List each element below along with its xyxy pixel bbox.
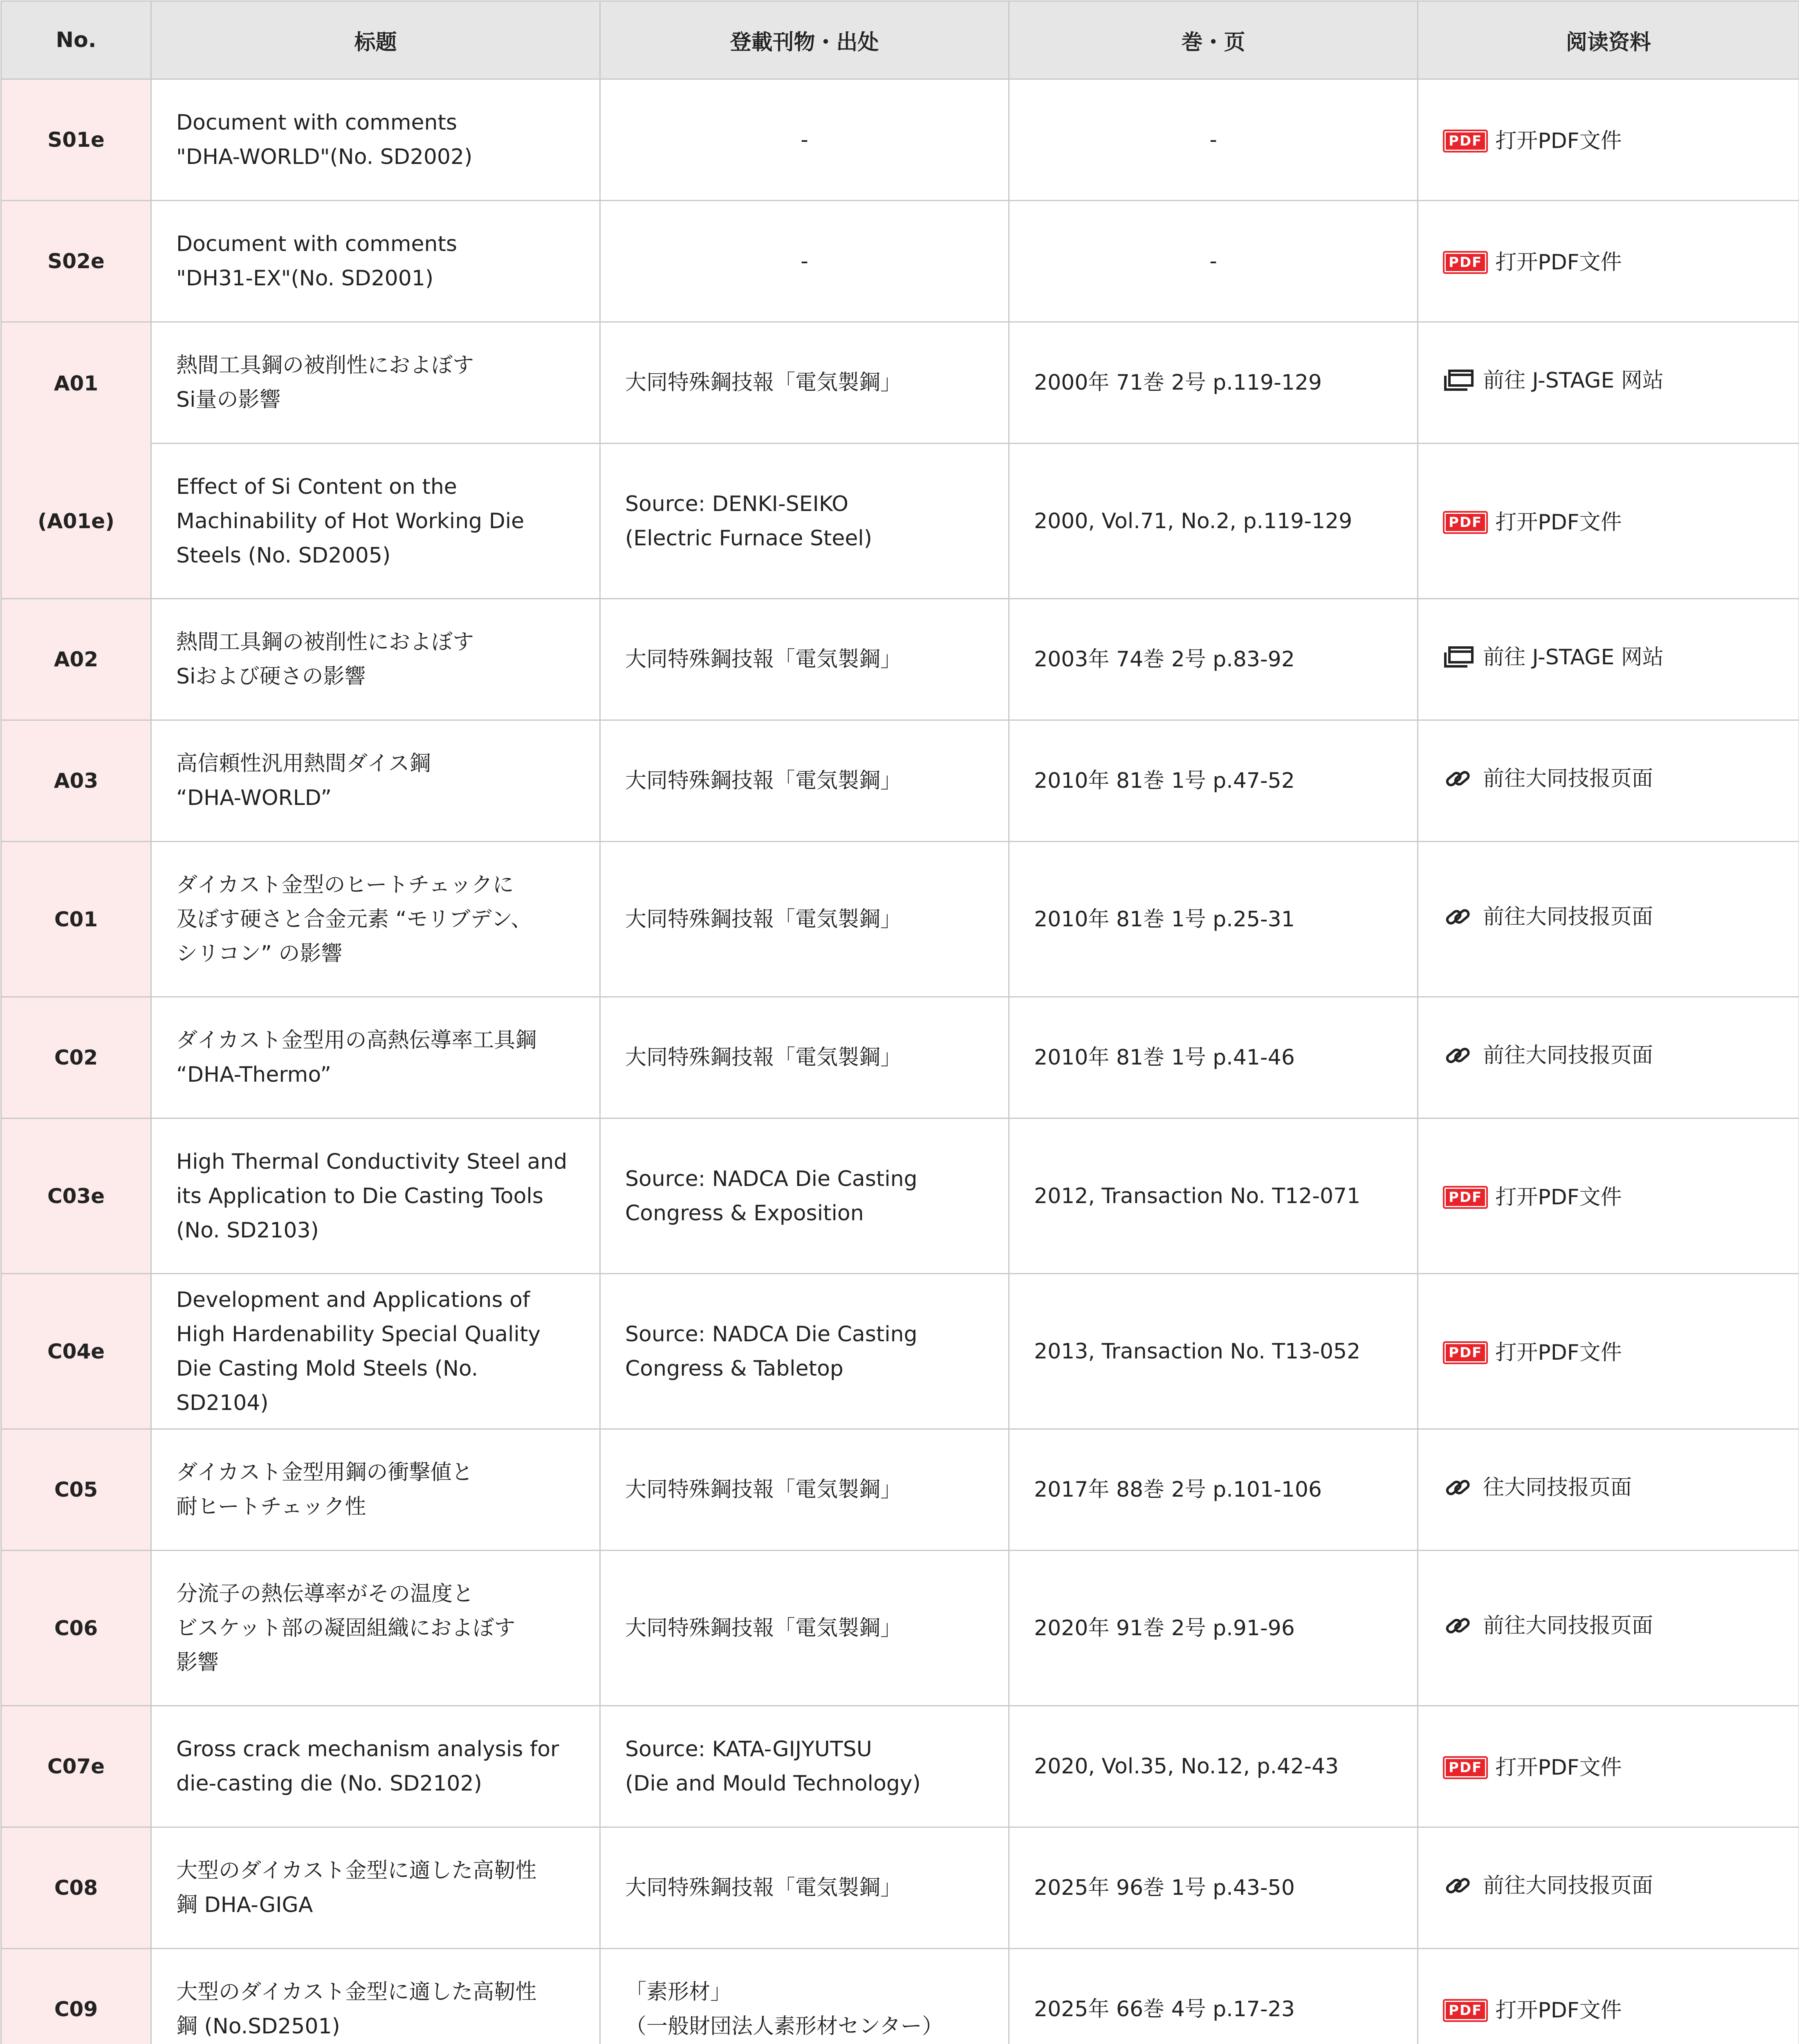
row-number: A03 [1, 720, 151, 842]
row-read-cell [1418, 1429, 1799, 1551]
external-window-icon [1443, 646, 1476, 669]
chain-link-icon [1443, 1044, 1476, 1067]
table-row [1, 1551, 1799, 1706]
pdf-icon: PDF [1443, 1756, 1488, 1779]
read-label: 前往大同技报页面 [1483, 766, 1653, 791]
row-read-cell [1418, 599, 1799, 720]
row-title: 大型のダイカスト金型に適した高靭性 鋼 (No.SD2501) [151, 1949, 600, 2044]
table-row [1, 1274, 1799, 1429]
row-number: C09 [1, 1949, 151, 2044]
row-title: 分流子の熱伝導率がその温度と ビスケット部の凝固組織におよぼす 影響 [151, 1551, 600, 1706]
daido-report-link[interactable] [1443, 1470, 1632, 1505]
row-read-cell [1418, 1706, 1799, 1827]
pdf-icon: PDF [1443, 1186, 1488, 1209]
row-source: 大同特殊鋼技報「電気製鋼」 [600, 997, 1009, 1118]
table-row [1, 201, 1799, 322]
jstage-link[interactable] [1443, 363, 1664, 398]
row-volume: 2010年 81巻 1号 p.41-46 [1009, 997, 1418, 1118]
row-volume: 2010年 81巻 1号 p.25-31 [1009, 842, 1418, 997]
row-source: 大同特殊鋼技報「電気製鋼」 [600, 842, 1009, 997]
row-read-cell [1418, 997, 1799, 1118]
row-volume: - [1009, 201, 1418, 322]
daido-report-link[interactable] [1443, 762, 1653, 796]
open-pdf-link[interactable] [1443, 124, 1622, 158]
read-label: 打开PDF文件 [1495, 1185, 1622, 1210]
row-volume: 2003年 74巻 2号 p.83-92 [1009, 599, 1418, 720]
row-read-cell [1418, 201, 1799, 322]
pdf-icon: PDF [1443, 251, 1488, 274]
chain-link-icon [1443, 1614, 1476, 1637]
row-read-cell [1418, 842, 1799, 997]
row-source: Source: NADCA Die Casting Congress & Exposition [600, 1118, 1009, 1274]
pdf-icon: PDF [1443, 130, 1488, 152]
read-label: 前往 J-STAGE 网站 [1483, 645, 1664, 670]
table-row [1, 322, 1799, 444]
row-read-cell [1418, 1118, 1799, 1274]
header-read: 阅读资料 [1418, 1, 1799, 79]
external-window-icon [1443, 369, 1476, 392]
table-header-row [1, 1, 1799, 79]
read-label: 前往大同技报页面 [1483, 1873, 1653, 1898]
read-label: 打开PDF文件 [1495, 510, 1622, 535]
jstage-link[interactable] [1443, 640, 1664, 675]
row-title: 熱間工具鋼の被削性におよぼす Si量の影響 [151, 322, 600, 444]
row-number: C04e [1, 1274, 151, 1429]
row-title: Gross crack mechanism analysis for die-casting die (No. SD2102) [151, 1706, 600, 1827]
row-number: C02 [1, 997, 151, 1118]
row-source: 大同特殊鋼技報「電気製鋼」 [600, 1429, 1009, 1551]
table-row [1, 1827, 1799, 1949]
row-volume: 2012, Transaction No. T12-071 [1009, 1118, 1418, 1274]
read-label: 打开PDF文件 [1495, 250, 1622, 275]
read-label: 前往大同技报页面 [1483, 1043, 1653, 1068]
row-source: 大同特殊鋼技報「電気製鋼」 [600, 1827, 1009, 1949]
open-pdf-link[interactable] [1443, 1750, 1622, 1785]
row-volume: 2017年 88巻 2号 p.101-106 [1009, 1429, 1418, 1551]
row-source: 大同特殊鋼技報「電気製鋼」 [600, 720, 1009, 842]
table-row [1, 1706, 1799, 1827]
header-no: No. [1, 1, 151, 79]
row-volume: - [1009, 79, 1418, 201]
row-source: Source: NADCA Die Casting Congress & Tabletop [600, 1274, 1009, 1429]
row-volume: 2020年 91巻 2号 p.91-96 [1009, 1551, 1418, 1706]
table-row [1, 1429, 1799, 1551]
pdf-icon: PDF [1443, 1999, 1488, 2022]
chain-link-icon [1443, 767, 1476, 790]
read-label: 打开PDF文件 [1495, 1755, 1622, 1780]
header-source: 登載刊物・出处 [600, 1, 1009, 79]
row-title: ダイカスト金型用の高熱伝導率工具鋼 “DHA-Thermo” [151, 997, 600, 1118]
row-volume: 2000, Vol.71, No.2, p.119-129 [1009, 444, 1418, 599]
row-number: C06 [1, 1551, 151, 1706]
row-read-cell [1418, 1551, 1799, 1706]
row-number: C07e [1, 1706, 151, 1827]
row-title: 熱間工具鋼の被削性におよぼす Siおよび硬さの影響 [151, 599, 600, 720]
table-row [1, 79, 1799, 201]
chain-link-icon [1443, 905, 1476, 928]
header-volume: 巻・页 [1009, 1, 1418, 79]
row-volume: 2000年 71巻 2号 p.119-129 [1009, 322, 1418, 444]
daido-report-link[interactable] [1443, 900, 1653, 934]
read-label: 前往大同技报页面 [1483, 1614, 1653, 1638]
table-row [1, 599, 1799, 720]
row-read-cell [1418, 322, 1799, 444]
row-read-cell [1418, 1949, 1799, 2044]
open-pdf-link[interactable] [1443, 505, 1622, 540]
row-source: 大同特殊鋼技報「電気製鋼」 [600, 1551, 1009, 1706]
row-volume: 2013, Transaction No. T13-052 [1009, 1274, 1418, 1429]
row-number: C05 [1, 1429, 151, 1551]
row-number: S02e [1, 201, 151, 322]
row-read-cell [1418, 1827, 1799, 1949]
pdf-icon: PDF [1443, 511, 1488, 534]
chain-link-icon [1443, 1476, 1476, 1499]
row-source: Source: KATA-GIJYUTSU (Die and Mould Technology) [600, 1706, 1009, 1827]
read-label: 打开PDF文件 [1495, 1998, 1622, 2023]
row-read-cell [1418, 79, 1799, 201]
row-title: 高信頼性汎用熱間ダイス鋼 “DHA-WORLD” [151, 720, 600, 842]
row-source: 大同特殊鋼技報「電気製鋼」 [600, 322, 1009, 444]
read-label: 打开PDF文件 [1495, 129, 1622, 153]
row-number: C03e [1, 1118, 151, 1274]
row-number: C08 [1, 1827, 151, 1949]
row-number-group [1, 322, 151, 599]
daido-report-link[interactable] [1443, 1038, 1653, 1073]
row-volume: 2020, Vol.35, No.12, p.42-43 [1009, 1706, 1418, 1827]
read-label: 前往大同技报页面 [1483, 905, 1653, 929]
row-title: ダイカスト金型用鋼の衝撃値と 耐ヒートチェック性 [151, 1429, 600, 1551]
row-number: A01 [54, 371, 99, 395]
row-number: A02 [1, 599, 151, 720]
row-title: ダイカスト金型のヒートチェックに 及ぼす硬さと合金元素 “モリブデン、 シリコン” の影響 [151, 842, 600, 997]
read-label: 往大同技报页面 [1483, 1475, 1632, 1500]
daido-report-link[interactable] [1443, 1609, 1653, 1643]
row-volume: 2025年 96巻 1号 p.43-50 [1009, 1827, 1418, 1949]
table-row [1, 720, 1799, 842]
open-pdf-link[interactable] [1443, 1993, 1622, 2028]
row-read-cell [1418, 1274, 1799, 1429]
row-number: C01 [1, 842, 151, 997]
daido-report-link[interactable] [1443, 1869, 1653, 1903]
row-source: 「素形材」 （一般財団法人素形材センター） [600, 1949, 1009, 2044]
pdf-icon: PDF [1443, 1341, 1488, 1364]
row-volume: 2010年 81巻 1号 p.47-52 [1009, 720, 1418, 842]
table-row [1, 1118, 1799, 1274]
table-row [1, 997, 1799, 1118]
row-title: Development and Applications of High Hardenability Special Quality Die Casting Mold Steels (No. SD2104) [151, 1274, 600, 1429]
row-read-cell [1418, 444, 1799, 599]
header-title: 标题 [151, 1, 600, 79]
table-row [1, 444, 1799, 599]
table-row [1, 1949, 1799, 2044]
row-read-cell [1418, 720, 1799, 842]
row-volume: 2025年 66巻 4号 p.17-23 [1009, 1949, 1418, 2044]
row-number: (A01e) [38, 509, 114, 533]
open-pdf-link[interactable] [1443, 1336, 1622, 1370]
row-title: 大型のダイカスト金型に適した高靭性 鋼 DHA-GIGA [151, 1827, 600, 1949]
table-row [1, 842, 1799, 997]
row-title: High Thermal Conductivity Steel and its Application to Die Casting Tools (No. SD2103) [151, 1118, 600, 1274]
row-title: Document with comments "DHA-WORLD"(No. SD2002) [151, 79, 600, 201]
open-pdf-link[interactable] [1443, 245, 1622, 280]
row-source: - [600, 79, 1009, 201]
read-label: 前往 J-STAGE 网站 [1483, 368, 1664, 393]
row-source: Source: DENKI-SEIKO (Electric Furnace Steel) [600, 444, 1009, 599]
row-source: 大同特殊鋼技報「電気製鋼」 [600, 599, 1009, 720]
row-source: - [600, 201, 1009, 322]
read-label: 打开PDF文件 [1495, 1340, 1622, 1365]
row-number: S01e [1, 79, 151, 201]
chain-link-icon [1443, 1874, 1476, 1897]
row-title: Document with comments "DH31-EX"(No. SD2001) [151, 201, 600, 322]
open-pdf-link[interactable] [1443, 1180, 1622, 1215]
row-title: Effect of Si Content on the Machinability of Hot Working Die Steels (No. SD2005) [151, 444, 600, 599]
